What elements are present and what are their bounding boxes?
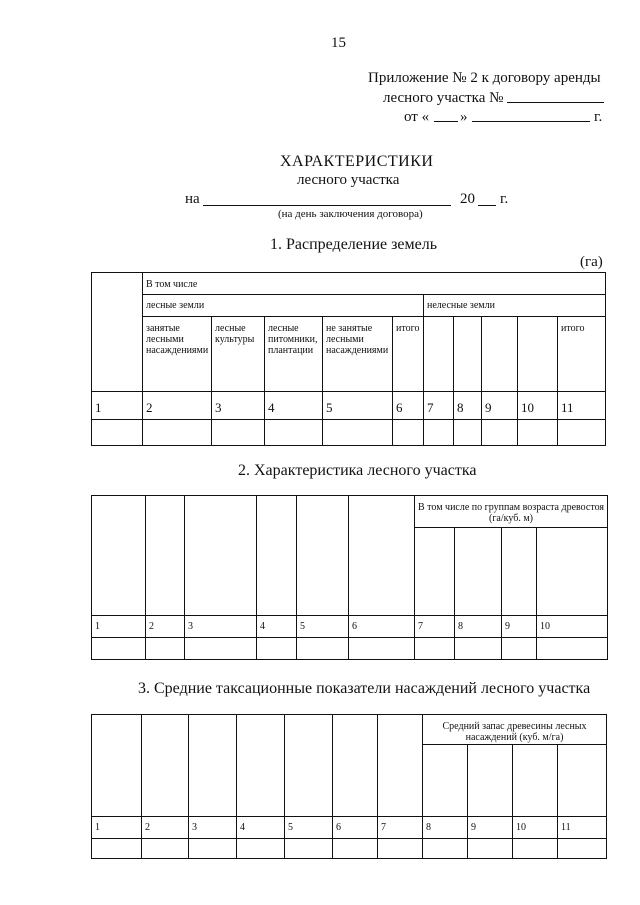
table-row-numbers — [92, 616, 608, 638]
year-suffix: г. — [500, 191, 509, 207]
table-row-numbers — [92, 817, 607, 839]
date-blank — [203, 205, 451, 206]
col-number: 9 — [502, 616, 537, 638]
col-number: 7 — [378, 817, 423, 839]
col-number: 2 — [146, 616, 185, 638]
date-note: (на день заключения договора) — [278, 208, 423, 220]
col-young-header — [415, 528, 455, 616]
col-number: 5 — [285, 817, 333, 839]
col-nonforest-total-header: итого — [558, 317, 606, 392]
col-number: 4 — [265, 392, 323, 420]
total-area-header — [92, 273, 143, 392]
col-composition-header — [237, 715, 285, 817]
col-number: 1 — [92, 616, 146, 638]
col-number: 1 — [92, 392, 143, 420]
taxation-table — [91, 714, 607, 859]
col-area-stock-header — [349, 496, 415, 616]
land-distribution-table — [91, 272, 606, 446]
col-swamps-header — [482, 317, 518, 392]
col-unoccupied-header: не занятые лесными насаждениями — [323, 317, 393, 392]
col-number: 9 — [468, 817, 513, 839]
document-title: ХАРАКТЕРИСТИКИ — [280, 153, 434, 170]
col-quarter-header — [142, 715, 189, 817]
col-dominant-species-header — [189, 715, 237, 817]
col-number: 5 — [323, 392, 393, 420]
age-groups-header: В том числе по группам возраста древостоя (га/куб. м) — [415, 496, 608, 528]
table-row-numbers — [92, 392, 606, 420]
col-mature-header — [558, 745, 607, 817]
col-number: 10 — [513, 817, 558, 839]
section1-unit: (га) — [580, 254, 603, 270]
col-number: 4 — [257, 616, 297, 638]
col-number: 11 — [558, 392, 606, 420]
col-number: 7 — [415, 616, 455, 638]
including-header: В том числе — [143, 273, 606, 295]
avg-stock-header: Средний запас древесины лесных насаждений (куб. м/га) — [423, 715, 607, 745]
col-district-forestry-header — [185, 496, 257, 616]
col-middle-aged-header — [468, 745, 513, 817]
col-dominant-species-header — [297, 496, 349, 616]
appendix-line-1: Приложение № 2 к договору аренды — [368, 70, 601, 86]
col-roads-header — [424, 317, 454, 392]
col-occupied-header: занятые лесными насаждениями — [143, 317, 212, 392]
appendix-date-quote: » — [460, 109, 468, 125]
table-row-empty — [92, 638, 608, 660]
date-month-blank — [472, 121, 590, 122]
col-number: 3 — [185, 616, 257, 638]
col-number: 7 — [424, 392, 454, 420]
year-prefix: 20 — [460, 191, 475, 207]
col-number: 2 — [142, 817, 189, 839]
nonforest-lands-header: нелесные земли — [424, 295, 606, 317]
col-number: 8 — [454, 392, 482, 420]
col-number: 10 — [537, 616, 608, 638]
col-number: 3 — [189, 817, 237, 839]
col-forestry-header — [146, 496, 185, 616]
col-number: 3 — [212, 392, 265, 420]
col-forest-total-header: итого — [393, 317, 424, 392]
col-purpose-header — [92, 496, 146, 616]
forest-plot-table — [91, 495, 608, 660]
date-prefix: на — [185, 191, 200, 207]
col-number: 8 — [455, 616, 502, 638]
col-number: 10 — [518, 392, 558, 420]
year-blank — [478, 205, 496, 206]
col-number: 8 — [423, 817, 468, 839]
section1-heading: 1. Распределение земель — [270, 236, 438, 253]
col-maturing-header — [502, 528, 537, 616]
col-number: 11 — [558, 817, 607, 839]
col-maturing-header — [513, 745, 558, 817]
col-quarter-header — [257, 496, 297, 616]
forest-lands-header: лесные земли — [143, 295, 424, 317]
appendix-date-year-suffix: г. — [594, 109, 603, 125]
col-other-header — [518, 317, 558, 392]
page-number: 15 — [331, 35, 346, 51]
appendix-line-2: лесного участка № — [383, 90, 504, 106]
section3-heading: 3. Средние таксационные показатели насаждений лесного участка — [138, 680, 591, 697]
col-young-header — [423, 745, 468, 817]
col-number: 2 — [143, 392, 212, 420]
col-number: 1 — [92, 817, 142, 839]
appendix-date-from: от « — [404, 109, 430, 125]
col-site-class-header — [333, 715, 378, 817]
section2-heading: 2. Характеристика лесного участка — [238, 462, 477, 479]
col-density-header — [378, 715, 423, 817]
col-number: 6 — [333, 817, 378, 839]
col-number: 6 — [393, 392, 424, 420]
table-row-empty — [92, 839, 607, 859]
table-row-empty — [92, 420, 606, 446]
col-number: 4 — [237, 817, 285, 839]
col-nurseries-header: лесные питомники, плантации — [265, 317, 323, 392]
col-cultures-header: лесные культуры — [212, 317, 265, 392]
contract-number-blank — [507, 102, 604, 103]
col-number: 5 — [297, 616, 349, 638]
col-number: 6 — [349, 616, 415, 638]
col-mature-header — [537, 528, 608, 616]
document-subtitle: лесного участка — [297, 172, 400, 188]
col-purpose-header — [92, 715, 142, 817]
col-number: 9 — [482, 392, 518, 420]
col-clearings-header — [454, 317, 482, 392]
col-age-header — [285, 715, 333, 817]
date-day-blank — [434, 121, 458, 122]
col-middle-aged-header — [455, 528, 502, 616]
